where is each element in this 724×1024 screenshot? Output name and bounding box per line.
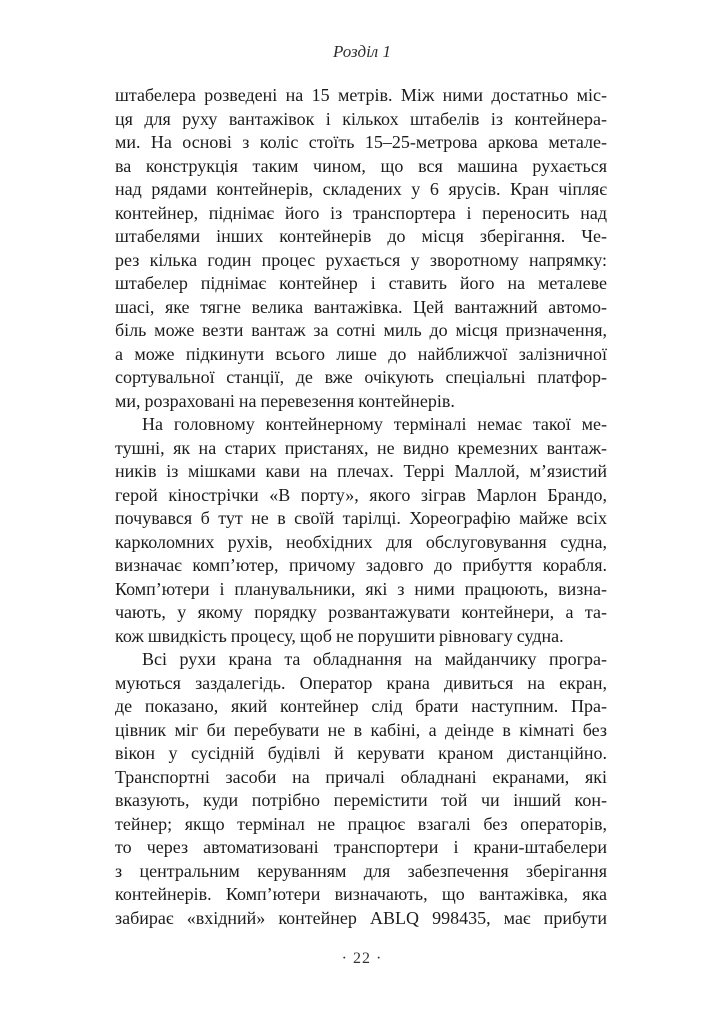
paragraph bbox=[115, 84, 607, 413]
text-line: карколомних рухів, необхідних для обслуговування судна, bbox=[115, 531, 607, 552]
body-text bbox=[115, 84, 607, 930]
text-line: ників із мішками кави на плечах. Террі Маллой, м’язистий bbox=[115, 461, 607, 481]
text-line: біль може везти вантаж за сотні миль до місця призначення, bbox=[115, 320, 607, 340]
text-line: тушні, як на старих пристанях, не видно кремезних вантаж- bbox=[115, 437, 607, 458]
text-line: шасі, яке тягне велика вантажівка. Цей вантажний автомо- bbox=[115, 296, 607, 317]
text-line: а може підкинути всього лише до найближчої залізничної bbox=[115, 343, 607, 364]
text-line: цівник міг би перебувати не в кабіні, а деінде в кімнаті без bbox=[115, 719, 607, 740]
text-line: штабелями інших контейнерів до місця зберігання. Че- bbox=[115, 226, 607, 246]
text-line: забирає «вхідний» контейнер ABLQ 998435, має прибути bbox=[115, 907, 607, 928]
paragraph bbox=[115, 413, 607, 648]
text-line: вікон у сусідній будівлі й керувати краном дистанційно. bbox=[115, 743, 607, 763]
text-line: рез кілька годин процес рухається у зворотному напрямку: bbox=[115, 249, 607, 270]
text-line: Комп’ютери і планувальники, які з ними працюють, визна- bbox=[115, 578, 607, 599]
text-line: кож швидкість процесу, щоб не порушити рівновагу судна. bbox=[115, 625, 564, 646]
text-line: сортувальної станції, де вже очікують спеціальні платфор- bbox=[115, 367, 607, 387]
text-line: На головному контейнерному терміналі немає такої ме- bbox=[142, 414, 607, 434]
text-line: де показано, який контейнер слід брати наступним. Пра- bbox=[115, 696, 607, 716]
text-line: Всі рухи крана та обладнання на майданчику програ- bbox=[142, 649, 607, 669]
text-line: ва конструкція таким чином, що вся машина рухається bbox=[115, 155, 607, 176]
chapter-running-head: Розділ 1 bbox=[333, 42, 391, 61]
text-line: з центральним керуванням для забезпечення зберігання bbox=[115, 860, 607, 881]
page-number: · 22 · bbox=[341, 950, 383, 967]
text-line: контейнер, піднімає його із транспортера і переносить над bbox=[115, 202, 607, 223]
text-line: то через автоматизовані транспортери і крани-штабелери bbox=[115, 837, 607, 857]
text-line: штабелера розведені на 15 метрів. Між ними достатньо міс- bbox=[115, 85, 607, 105]
paragraph bbox=[115, 648, 607, 930]
text-line: контейнерів. Комп’ютери визначають, що вантажівка, яка bbox=[115, 884, 607, 904]
text-line: герой кінострічки «В порту», якого зіграв Марлон Брандо, bbox=[115, 484, 607, 505]
text-line: чають, у якому порядку розвантажувати контейнери, а та- bbox=[115, 602, 607, 622]
text-line: вказують, куди потрібно перемістити той чи інший кон- bbox=[115, 790, 607, 810]
text-line: визначає комп’ютер, причому задовго до прибуття корабля. bbox=[115, 555, 607, 575]
text-line: почувався б тут не в своїй тарілці. Хореографію майже всіх bbox=[115, 508, 607, 528]
text-line: ми, розраховані на перевезення контейнерів. bbox=[115, 390, 455, 411]
text-line: штабелер піднімає контейнер і ставить його на металеве bbox=[115, 273, 607, 293]
text-line: ця для руху вантажівок і кількох штабелів із контейнера- bbox=[115, 108, 607, 129]
text-line: тейнер; якщо термінал не працює взагалі без операторів, bbox=[115, 813, 607, 834]
text-line: муються заздалегідь. Оператор крана дивиться на екран, bbox=[115, 672, 607, 693]
text-line: над рядами контейнерів, складених у 6 ярусів. Кран чіпляє bbox=[115, 179, 607, 199]
text-line: ми. На основі з коліс стоїть 15–25-метрова аркова метале- bbox=[115, 132, 607, 152]
text-line: Транспортні засоби на причалі обладнані екранами, які bbox=[115, 766, 607, 787]
